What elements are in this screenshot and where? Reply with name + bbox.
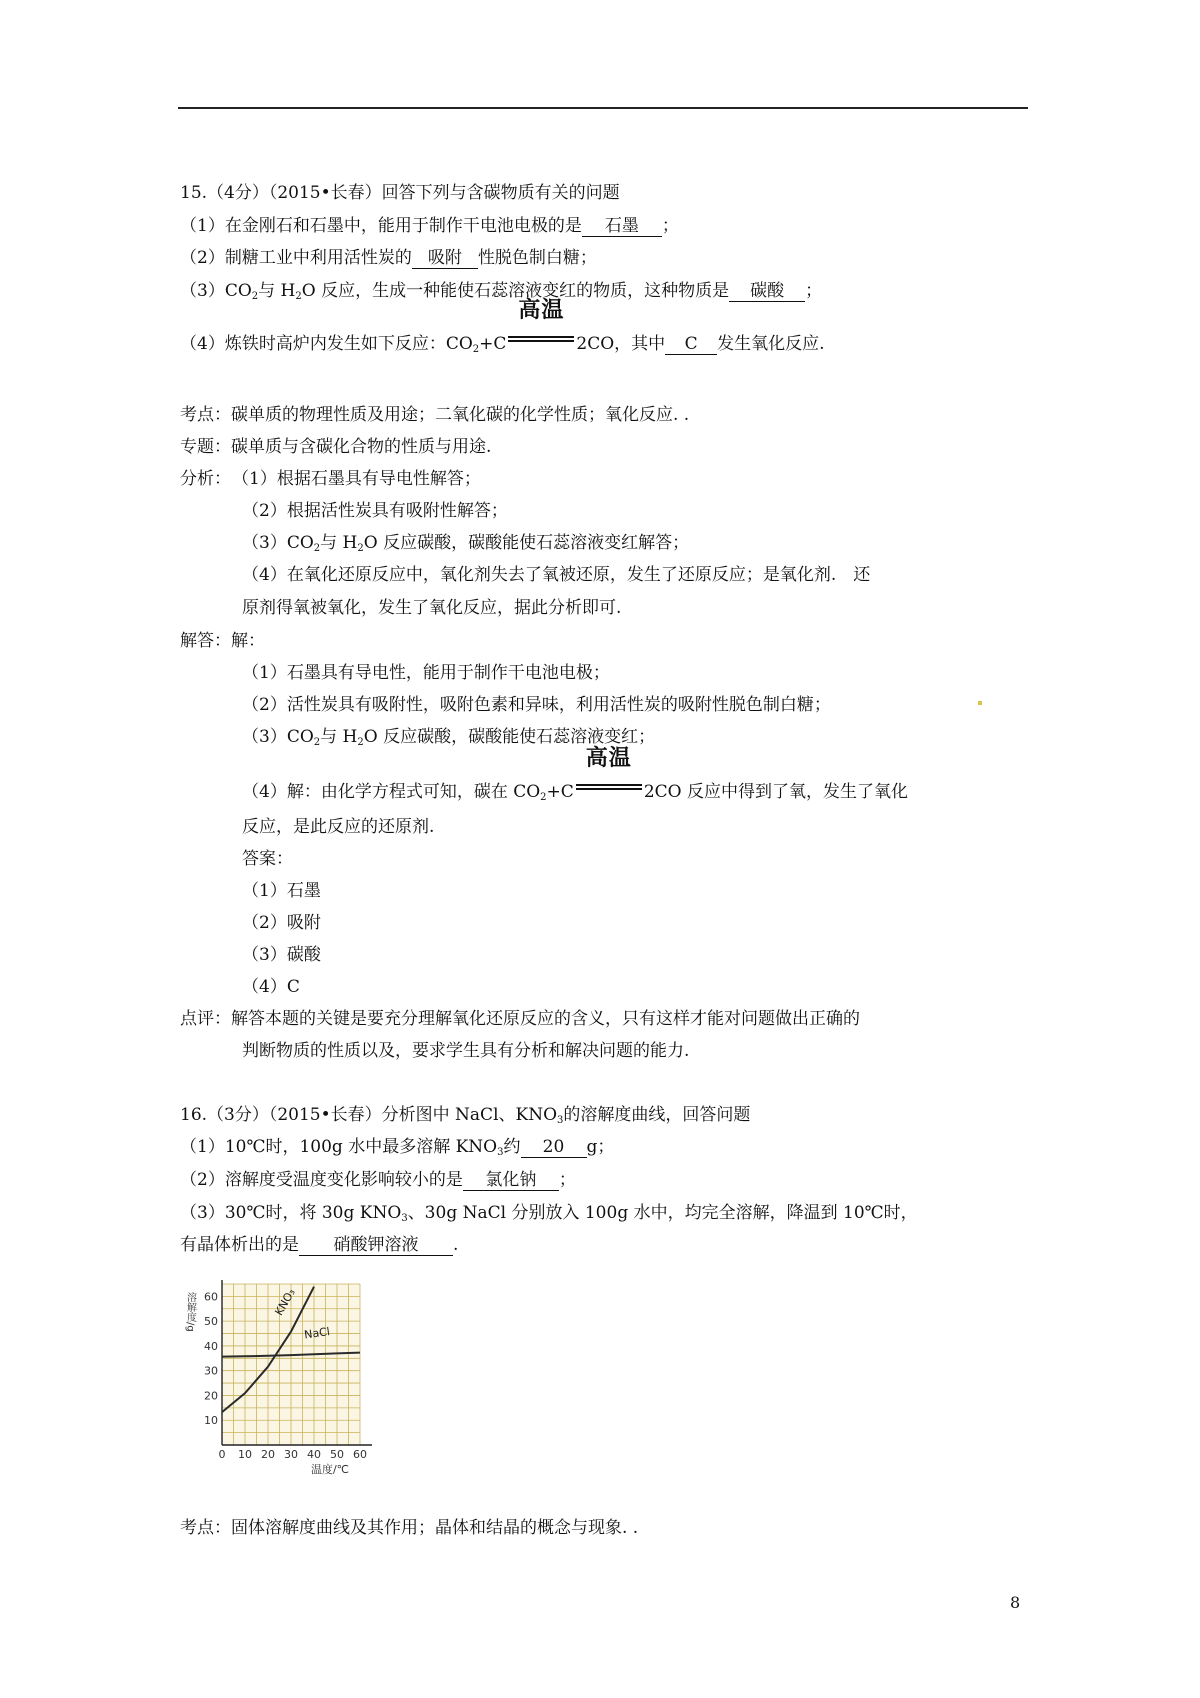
- q15-fenxi-1: （1）根据石墨具有导电性解答；: [232, 469, 481, 489]
- q15-part1: [180, 214, 679, 238]
- q15-fenxi-3: [242, 531, 689, 555]
- solubility-chart: [180, 1270, 420, 1476]
- subscript: 3: [497, 1147, 504, 1158]
- fenxi-3-a: （3）CO: [242, 533, 314, 553]
- y-tick-label: 50: [204, 1315, 218, 1329]
- subscript: 3: [557, 1115, 564, 1126]
- x-tick-label: 60: [353, 1448, 367, 1461]
- q16-part2-answer: 氯化钠: [463, 1170, 559, 1191]
- series-label-nacl: NaCl: [303, 1325, 331, 1342]
- q16-stem: [180, 1103, 750, 1127]
- y-tick-label: 10: [204, 1414, 218, 1428]
- q16-part1-post: g；: [586, 1137, 615, 1157]
- q15-dianping-1: 点评：解答本题的关键是要充分理解氧化还原反应的含义，只有这样才能对问题做出正确的: [180, 1009, 860, 1029]
- condition-label: 高温: [585, 746, 632, 771]
- jieda-4-b: +C: [546, 782, 574, 802]
- q15-part3-post: ；: [805, 281, 823, 301]
- q15-part3-answer: 碳酸: [729, 281, 805, 302]
- q15-part3: [180, 279, 822, 303]
- series-label-kno3: KNO₃: [272, 1286, 298, 1318]
- subscript: 2: [313, 543, 321, 554]
- q15-fenxi-2: （2）根据活性炭具有吸附性解答；: [242, 501, 508, 521]
- y-axis-label: 溶解度/g: [184, 1292, 196, 1332]
- fenxi-3-b: 与 H: [320, 533, 358, 553]
- stray-mark: [978, 701, 982, 705]
- q15-jieda-1: （1）石墨具有导电性，能用于制作干电池电极；: [242, 663, 610, 683]
- jieda-4-a: （4）解：由化学方程式可知，碳在 CO: [242, 782, 541, 802]
- q16-part1-answer: 20: [521, 1137, 587, 1158]
- q15-fenxi-5: 原剂得氧被氧化，发生了氧化反应，据此分析即可.: [242, 598, 622, 618]
- subscript: 2: [295, 291, 302, 302]
- subscript: 2: [357, 737, 364, 748]
- x-axis-label: 温度/℃: [310, 1463, 350, 1476]
- q15-stem: 15.（4分）（2015•长春）回答下列与含碳物质有关的问题: [180, 183, 620, 203]
- y-tick-label: 60: [204, 1290, 218, 1304]
- q16-part4-answer: 硝酸钾溶液: [299, 1235, 453, 1256]
- q15-part4-text-b: +C: [479, 334, 507, 354]
- page-number: 8: [1010, 1593, 1021, 1612]
- x-tick-label: 0: [218, 1448, 226, 1461]
- q15-jieda-4: [242, 746, 908, 804]
- jieda-4-c: 2CO 反应中得到了氧，发生了氧化: [643, 782, 908, 802]
- subscript: 2: [251, 291, 259, 302]
- subscript: 2: [540, 792, 547, 803]
- equals-bar: [508, 340, 574, 342]
- q15-part3-text-a: （3）CO: [180, 281, 252, 301]
- q15-part4: [180, 298, 825, 356]
- q16-part4: [180, 1233, 458, 1257]
- subscript: 2: [313, 737, 321, 748]
- q15-part4-text-c: 2CO，其中: [576, 334, 666, 354]
- q16-part1-a: （1）10℃时，100g 水中最多溶解 KNO: [180, 1137, 498, 1157]
- q15-answer-2: （2）吸附: [242, 913, 321, 933]
- subscript: 2: [357, 543, 364, 554]
- reaction-condition: [574, 746, 644, 797]
- q15-dianping-2: 判断物质的性质以及，要求学生具有分析和解决问题的能力.: [242, 1041, 690, 1061]
- q15-kaodian: 考点：碳单质的物理性质及用途；二氧化碳的化学性质；氧化反应. .: [180, 405, 690, 425]
- q15-part2-post: 性脱色制白糖；: [477, 248, 597, 268]
- jieda-3-a: （3）CO: [242, 727, 314, 747]
- q15-jieda-5: 反应，是此反应的还原剂.: [242, 817, 435, 837]
- q15-answer-label: 答案：: [242, 849, 293, 869]
- q16-part3: [180, 1201, 918, 1225]
- q15-part1-answer: 石墨: [582, 216, 662, 237]
- q15-part1-post: ；: [661, 216, 679, 236]
- y-tick-label: 20: [204, 1389, 218, 1403]
- q15-answer-1: （1）石墨: [242, 881, 321, 901]
- q15-fenxi-4: （4）在氧化还原反应中，氧化剂失去了氧被还原，发生了还原反应；是氧化剂. 还: [242, 565, 871, 585]
- equals-bar: [576, 784, 642, 786]
- q15-part4-post: 发生氧化反应.: [717, 334, 825, 354]
- q16-kaodian: 考点：固体溶解度曲线及其作用；晶体和结晶的概念与现象. .: [180, 1518, 639, 1538]
- x-tick-label: 10: [238, 1448, 252, 1461]
- x-tick-label: 20: [261, 1448, 275, 1461]
- q15-part4-answer: C: [665, 334, 717, 355]
- q16-stem-a: 16.（3分）（2015•长春）分析图中 NaCl、KNO: [180, 1105, 558, 1125]
- subscript: 2: [472, 344, 480, 355]
- q16-stem-b: 的溶解度曲线，回答问题: [563, 1105, 751, 1125]
- q15-part3-text-b: 与 H: [258, 281, 296, 301]
- subscript: 3: [401, 1213, 408, 1224]
- q16-part2-post: ；: [558, 1170, 576, 1190]
- q16-part3-b: 、30g NaCl 分别放入 100g 水中，均完全溶解，降温到 10℃时，: [407, 1203, 918, 1223]
- header-rule: [178, 107, 1028, 109]
- q15-part4-text-a: （4）炼铁时高炉内发生如下反应：CO: [180, 334, 473, 354]
- jieda-3-c: O 反应碳酸，碳酸能使石蕊溶液变红；: [363, 727, 656, 747]
- q16-part1-b: 约: [503, 1137, 521, 1157]
- q15-part2: [180, 246, 597, 270]
- q16-part1: [180, 1135, 614, 1159]
- q15-part2-answer: 吸附: [412, 248, 478, 269]
- q15-part2-text: （2）制糖工业中利用活性炭的: [180, 248, 412, 268]
- q15-answer-4: （4）C: [242, 977, 300, 997]
- chart-plot-area: [185, 1280, 373, 1476]
- jieda-3-b: 与 H: [320, 727, 358, 747]
- fenxi-3-c: O 反应碳酸，碳酸能使石蕊溶液变红解答；: [363, 533, 690, 553]
- q16-part2-text: （2）溶解度受温度变化影响较小的是: [180, 1170, 463, 1190]
- x-tick-label: 40: [307, 1448, 321, 1461]
- x-tick-label: 30: [284, 1448, 298, 1461]
- q15-jieda-2: （2）活性炭具有吸附性，吸附色素和异味，利用活性炭的吸附性脱色制白糖；: [242, 695, 831, 715]
- q16-part4-text: 有晶体析出的是: [180, 1235, 299, 1255]
- q15-zhuanti: 专题：碳单质与含碳化合物的性质与用途.: [180, 437, 492, 457]
- condition-label: 高温: [518, 298, 565, 323]
- q16-part3-a: （3）30℃时，将 30g KNO: [180, 1203, 402, 1223]
- q16-part4-post: .: [453, 1235, 459, 1255]
- q16-part2: [180, 1168, 576, 1192]
- q15-answer-3: （3）碳酸: [242, 945, 321, 965]
- q15-jieda-label: 解答：解：: [180, 631, 265, 651]
- x-tick-label: 50: [330, 1448, 344, 1461]
- equals-bar: [576, 788, 642, 790]
- y-tick-label: 40: [204, 1339, 218, 1353]
- q15-part3-text-c: O 反应，生成一种能使石蕊溶液变红的物质，这种物质是: [301, 281, 730, 301]
- equals-bar: [508, 336, 574, 338]
- y-tick-label: 30: [204, 1364, 218, 1378]
- q15-part1-text: （1）在金刚石和石墨中，能用于制作干电池电极的是: [180, 216, 582, 236]
- reaction-condition: [506, 298, 576, 349]
- q15-fenxi-label: 分析：: [180, 469, 231, 489]
